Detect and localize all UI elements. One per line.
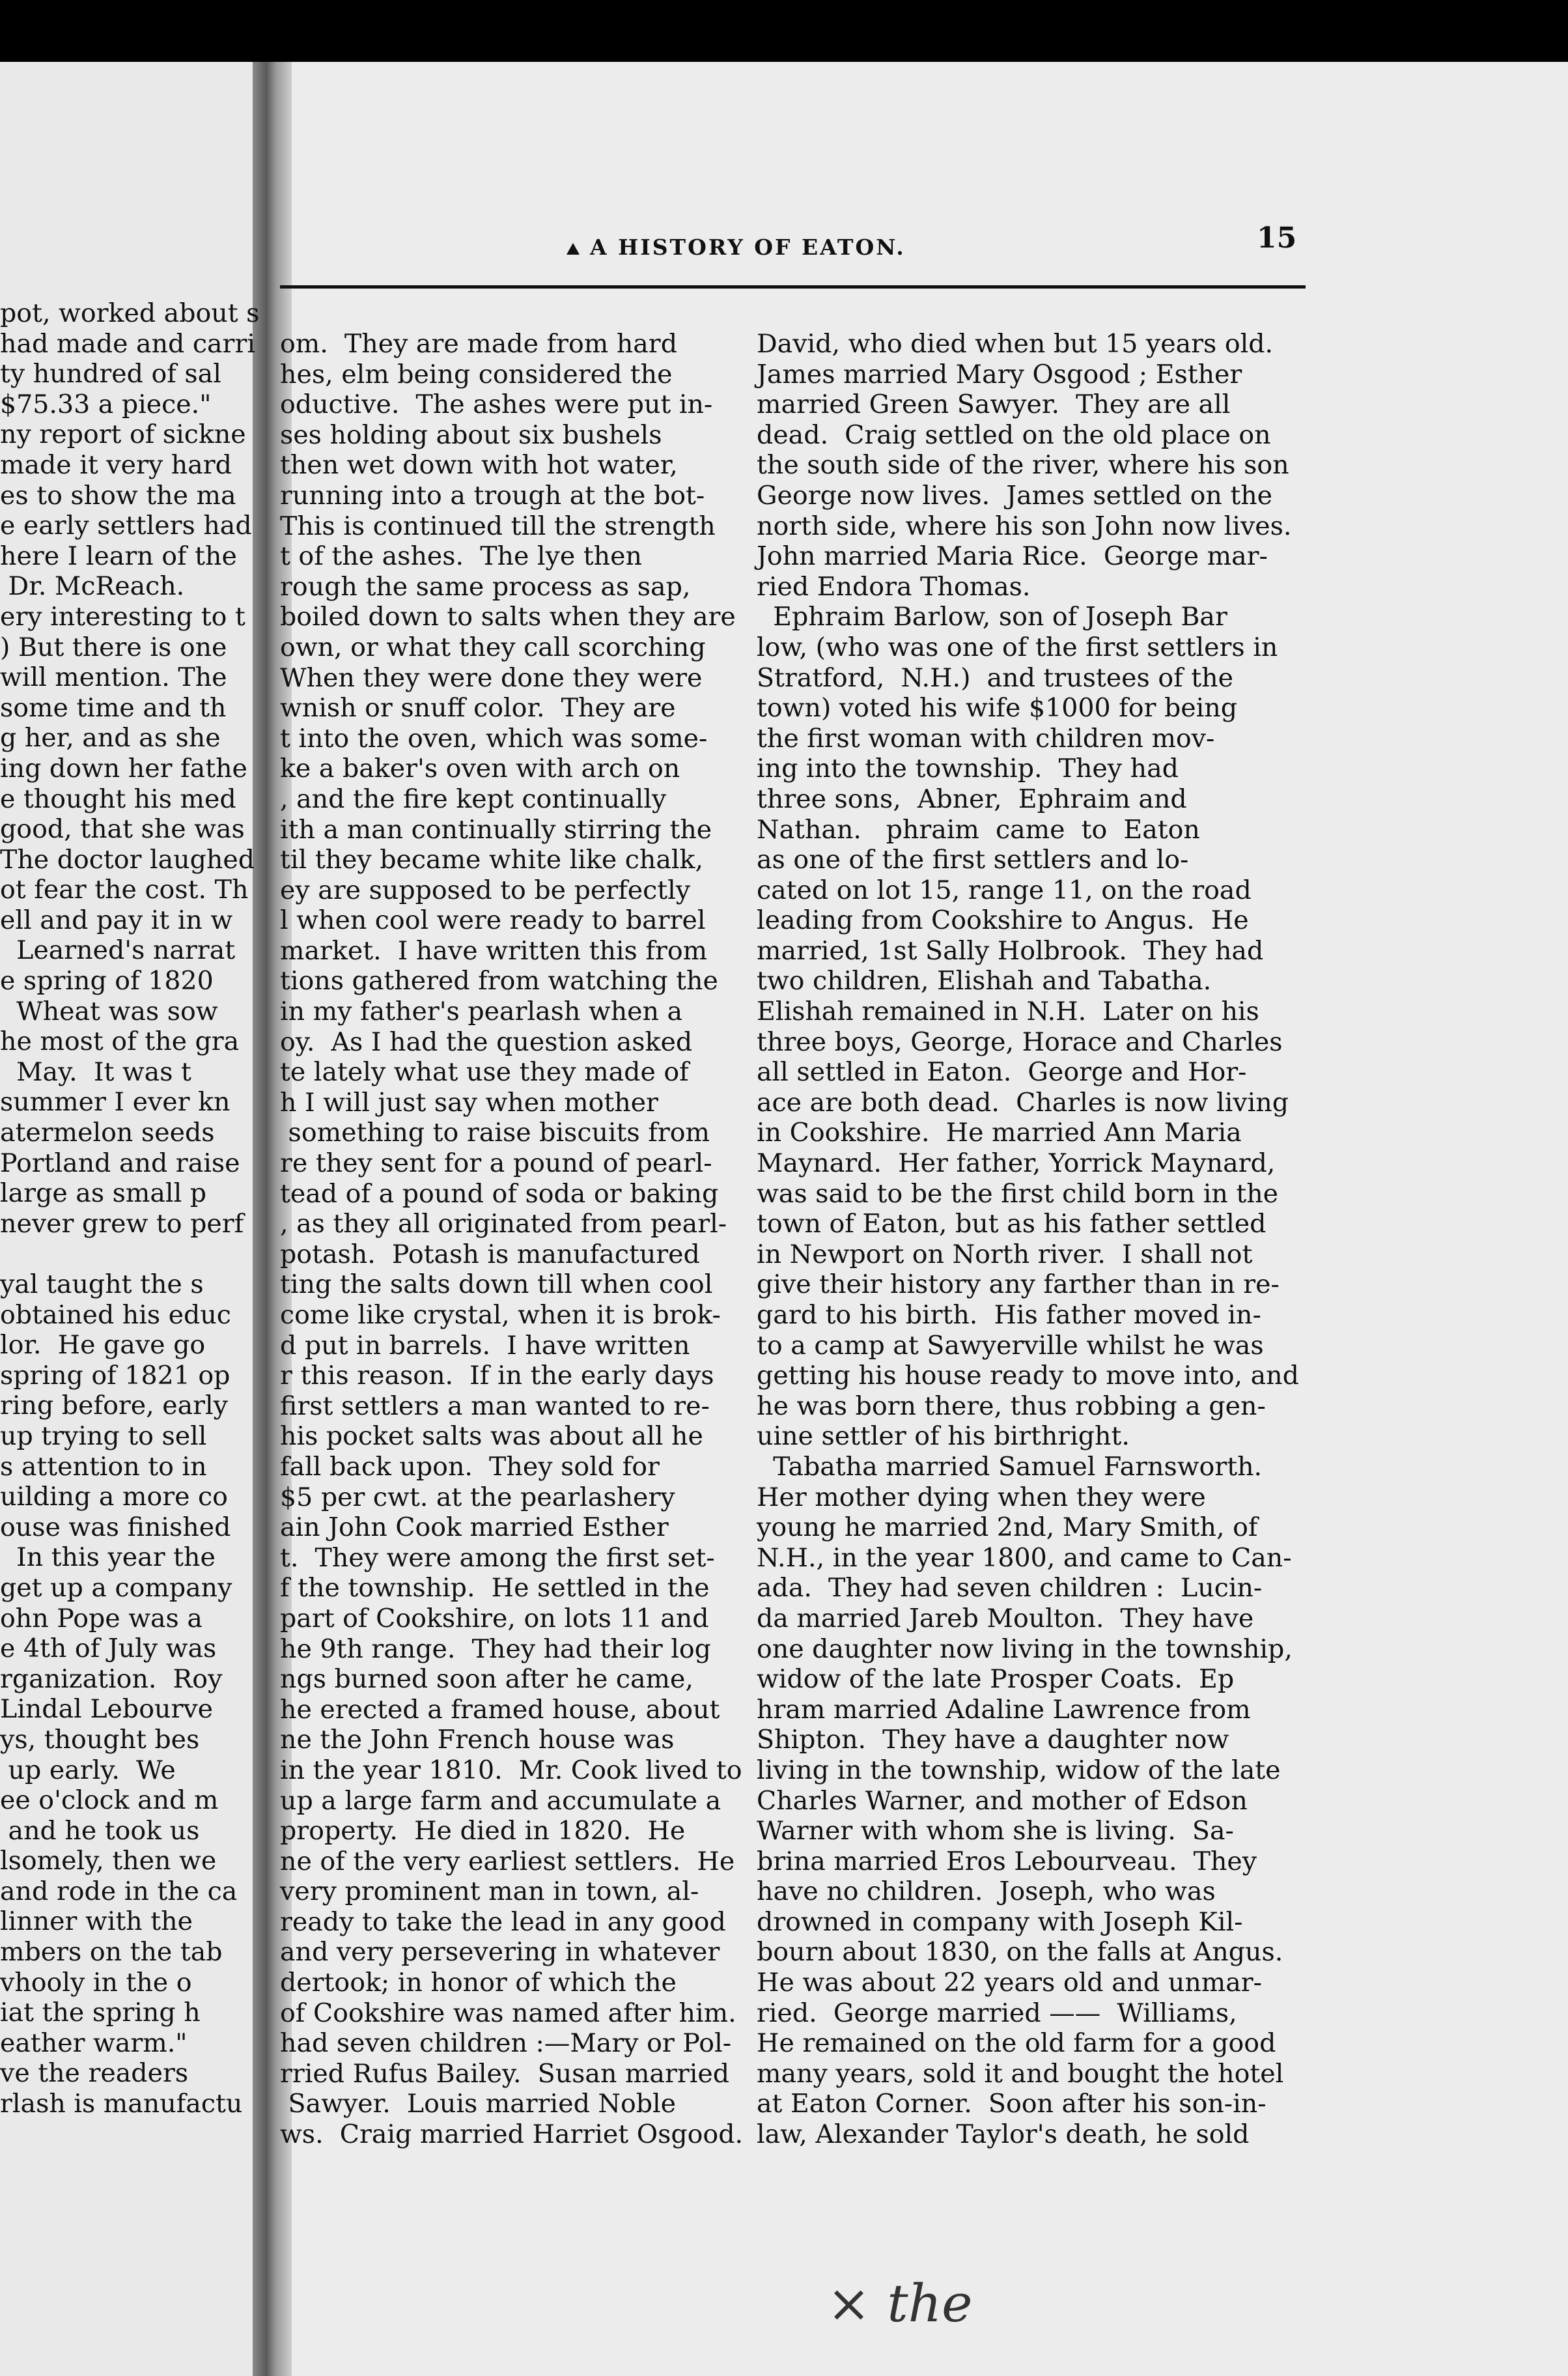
text-line: ee o'clock and m: [0, 1785, 219, 1816]
text-line: in Newport on North river. I shall not: [757, 1239, 1253, 1269]
text-line: da married Jareb Moulton. They have: [757, 1603, 1254, 1634]
text-line: wnish or snuff color. They are: [280, 693, 676, 724]
text-line: t. They were among the first set-: [280, 1542, 715, 1573]
text-line: e thought his med: [0, 784, 236, 814]
text-line: up early. We: [0, 1755, 176, 1785]
text-line: es to show the ma: [0, 480, 236, 511]
text-line: Tabatha married Samuel Farnsworth.: [757, 1451, 1263, 1482]
text-line: ing down her fathe: [0, 753, 247, 784]
text-line: uine settler of his birthright.: [757, 1421, 1130, 1452]
text-line: he erected a framed house, about: [280, 1694, 720, 1725]
text-line: cated on lot 15, range 11, on the road: [757, 875, 1252, 905]
text-line: ys, thought bes: [0, 1724, 200, 1755]
text-line: l when cool were ready to barrel: [280, 905, 706, 936]
text-line: N.H., in the year 1800, and came to Can-: [757, 1542, 1292, 1573]
text-line: dertook; in honor of which the: [280, 1968, 677, 1998]
text-line: om. They are made from hard: [280, 329, 677, 359]
text-line: uilding a more co: [0, 1482, 228, 1512]
text-line: ready to take the lead in any good: [280, 1906, 726, 1937]
text-line: give their history any farther than in re-: [757, 1269, 1280, 1300]
text-line: atermelon seeds: [0, 1118, 215, 1148]
text-line: made it very hard: [0, 449, 232, 480]
text-line: ada. They had seven children : Lucin-: [757, 1573, 1263, 1604]
text-line: ty hundred of sal: [0, 359, 221, 389]
text-line: The doctor laughed: [0, 844, 255, 875]
text-line: own, or what they call scorching: [280, 632, 706, 662]
text-line: r this reason. If in the early days: [280, 1361, 714, 1391]
text-line: Portland and raise: [0, 1148, 240, 1178]
text-line: to a camp at Sawyerville whilst he was: [757, 1330, 1264, 1361]
text-line: up trying to sell: [0, 1421, 207, 1451]
text-line: potash. Potash is manufactured: [280, 1239, 700, 1269]
text-line: ke a baker's oven with arch on: [280, 754, 680, 784]
text-line: oy. As I had the question asked: [280, 1026, 693, 1057]
right-column: [757, 329, 1299, 2150]
text-line: was said to be the first child born in the: [757, 1178, 1279, 1209]
text-line: ngs burned soon after he came,: [280, 1664, 693, 1695]
text-line: iat the spring h: [0, 1998, 201, 2028]
text-line: property. He died in 1820. He: [280, 1816, 686, 1846]
text-line: David, who died when but 15 years old.: [757, 329, 1274, 359]
middle-column: [280, 329, 743, 2150]
text-line: rganization. Roy: [0, 1663, 223, 1694]
text-line: come like crystal, when it is brok-: [280, 1300, 721, 1330]
text-line: hram married Adaline Lawrence from: [757, 1694, 1251, 1725]
text-line: [0, 1239, 259, 1269]
text-line: he most of the gra: [0, 1026, 240, 1057]
text-line: widow of the late Prosper Coats. Ep: [757, 1664, 1235, 1695]
ornament-icon: [567, 243, 580, 255]
text-line: This is continued till the strength: [280, 511, 716, 541]
text-line: up a large farm and accumulate a: [280, 1785, 721, 1816]
text-line: will mention. The: [0, 662, 227, 693]
text-line: Her mother dying when they were: [757, 1482, 1206, 1512]
text-line: good, that she was: [0, 814, 245, 845]
text-line: Warner with whom she is living. Sa-: [757, 1816, 1234, 1846]
text-line: ey are supposed to be perfectly: [280, 875, 691, 905]
text-line: three boys, George, Horace and Charles: [757, 1026, 1283, 1057]
text-line: , and the fire kept continually: [280, 784, 667, 814]
text-line: get up a company: [0, 1572, 232, 1603]
text-line: ith a man continually stirring the: [280, 814, 712, 845]
text-line: market. I have written this from: [280, 935, 708, 966]
text-line: $75.33 a piece.": [0, 389, 212, 419]
text-line: of Cookshire was named after him.: [280, 1998, 736, 2028]
text-line: the south side of the river, where his son: [757, 450, 1289, 481]
text-line: eather warm.": [0, 2028, 188, 2058]
text-line: dead. Craig settled on the old place on: [757, 419, 1271, 450]
text-line: and rode in the ca: [0, 1876, 238, 1906]
text-line: re they sent for a pound of pearl-: [280, 1148, 712, 1179]
text-line: $5 per cwt. at the pearlashery: [280, 1482, 675, 1512]
text-line: leading from Cookshire to Angus. He: [757, 905, 1249, 936]
text-line: north side, where his son John now lives.: [757, 511, 1292, 541]
text-line: had seven children :—Mary or Pol-: [280, 2028, 732, 2059]
text-line: in Cookshire. He married Ann Maria: [757, 1118, 1242, 1148]
text-line: boiled down to salts when they are: [280, 602, 736, 632]
text-line: law, Alexander Taylor's death, he sold: [757, 2119, 1250, 2150]
text-line: running into a trough at the bot-: [280, 480, 705, 511]
text-line: brina married Eros Lebourveau. They: [757, 1846, 1257, 1876]
text-line: Dr. McReach.: [0, 571, 185, 602]
page-number: 15: [1257, 221, 1297, 255]
text-line: large as small p: [0, 1178, 207, 1209]
text-line: Lindal Lebourve: [0, 1694, 214, 1725]
text-line: fall back upon. They sold for: [280, 1451, 660, 1482]
text-line: ot fear the cost. Th: [0, 875, 249, 905]
text-line: he 9th range. They had their log: [280, 1634, 711, 1664]
text-line: ne the John French house was: [280, 1725, 675, 1755]
text-line: ace are both dead. Charles is now living: [757, 1087, 1289, 1118]
text-line: e spring of 1820: [0, 966, 214, 997]
left-column-fragment: [0, 298, 259, 2119]
text-line: tions gathered from watching the: [280, 966, 718, 997]
text-line: three sons, Abner, Ephraim and: [757, 784, 1187, 814]
text-line: spring of 1821 op: [0, 1360, 231, 1391]
text-line: in my father's pearlash when a: [280, 997, 683, 1027]
running-head-text: A HISTORY OF EATON.: [590, 234, 906, 260]
text-line: te lately what use they made of: [280, 1057, 689, 1088]
text-line: t into the oven, which was some-: [280, 723, 708, 754]
text-line: young he married 2nd, Mary Smith, of: [757, 1512, 1258, 1543]
text-line: first settlers a man wanted to re-: [280, 1391, 710, 1421]
text-line: ell and pay it in w: [0, 905, 233, 935]
text-line: s attention to in: [0, 1451, 207, 1482]
text-line: rough the same process as sap,: [280, 571, 691, 602]
text-line: , as they all originated from pearl-: [280, 1209, 727, 1239]
text-line: ain John Cook married Esther: [280, 1512, 669, 1543]
text-line: Ephraim Barlow, son of Joseph Bar: [757, 602, 1227, 632]
text-line: married, 1st Sally Holbrook. They had: [757, 935, 1264, 966]
text-line: and very persevering in whatever: [280, 1937, 720, 1968]
text-line: When they were done they were: [280, 662, 703, 693]
text-line: John married Maria Rice. George mar-: [757, 541, 1268, 572]
text-line: ouse was finished: [0, 1512, 231, 1542]
text-line: linner with the: [0, 1906, 193, 1937]
text-line: town) voted his wife $1000 for being: [757, 693, 1238, 724]
text-line: ting the salts down till when cool: [280, 1269, 713, 1300]
text-line: yal taught the s: [0, 1269, 204, 1299]
text-line: ny report of sickne: [0, 419, 246, 450]
text-line: his pocket salts was about all he: [280, 1421, 703, 1452]
header-rule: [280, 285, 1306, 289]
text-line: he was born there, thus robbing a gen-: [757, 1391, 1266, 1421]
text-line: ws. Craig married Harriet Osgood.: [280, 2119, 744, 2150]
text-line: low, (who was one of the first settlers in: [757, 632, 1278, 662]
text-line: ses holding about six bushels: [280, 419, 662, 450]
text-line: e 4th of July was: [0, 1634, 217, 1664]
text-line: very prominent man in town, al-: [280, 1876, 699, 1907]
text-line: hes, elm being considered the: [280, 359, 673, 389]
text-line: and he took us: [0, 1815, 200, 1846]
running-head: [567, 234, 906, 260]
text-line: obtained his educ: [0, 1299, 231, 1330]
text-line: ery interesting to t: [0, 601, 245, 632]
text-line: James married Mary Osgood ; Esther: [757, 359, 1242, 389]
text-line: e early settlers had: [0, 511, 252, 541]
text-line: summer I ever kn: [0, 1087, 231, 1118]
text-line: living in the township, widow of the late: [757, 1755, 1281, 1785]
text-line: Stratford, N.H.) and trustees of the: [757, 662, 1233, 693]
text-line: vhooly in the o: [0, 1967, 192, 1998]
text-line: town of Eaton, but as his father settled: [757, 1209, 1267, 1239]
text-line: ing into the township. They had: [757, 754, 1179, 784]
text-line: gard to his birth. His father moved in-: [757, 1300, 1261, 1330]
text-line: rlash is manufactu: [0, 2089, 243, 2119]
text-line: part of Cookshire, on lots 11 and: [280, 1603, 709, 1634]
text-line: had made and carri: [0, 328, 255, 359]
text-line: Charles Warner, and mother of Edson: [757, 1785, 1248, 1816]
text-line: Wheat was sow: [0, 996, 218, 1026]
text-line: Shipton. They have a daughter now: [757, 1725, 1229, 1755]
text-line: h I will just say when mother: [280, 1087, 658, 1118]
text-line: something to raise biscuits from: [280, 1118, 710, 1148]
text-line: He remained on the old farm for a good: [757, 2028, 1276, 2059]
text-line: all settled in Eaton. George and Hor-: [757, 1057, 1247, 1088]
text-line: two children, Elishah and Tabatha.: [757, 966, 1212, 997]
text-line: Sawyer. Louis married Noble: [280, 2089, 677, 2119]
text-line: oductive. The ashes were put in-: [280, 389, 713, 420]
text-line: d put in barrels. I have written: [280, 1330, 690, 1361]
text-line: May. It was t: [0, 1056, 191, 1087]
text-line: never grew to perf: [0, 1208, 244, 1239]
text-line: mbers on the tab: [0, 1937, 223, 1968]
text-line: drowned in company with Joseph Kil-: [757, 1906, 1243, 1937]
text-line: f the township. He settled in the: [280, 1573, 710, 1604]
text-line: g her, and as she: [0, 723, 221, 754]
text-line: rried Rufus Bailey. Susan married: [280, 2058, 730, 2089]
text-line: married Green Sawyer. They are all: [757, 389, 1231, 420]
text-line: tead of a pound of soda or baking: [280, 1178, 719, 1209]
text-line: Elishah remained in N.H. Later on his: [757, 997, 1259, 1027]
text-line: George now lives. James settled on the: [757, 480, 1273, 511]
text-line: lor. He gave go: [0, 1330, 206, 1361]
text-line: some time and th: [0, 692, 227, 723]
text-line: then wet down with hot water,: [280, 450, 678, 481]
text-line: Learned's narrat: [0, 935, 236, 966]
text-line: He was about 22 years old and unmar-: [757, 1968, 1263, 1998]
text-line: as one of the first settlers and lo-: [757, 845, 1189, 875]
text-line: ) But there is one: [0, 632, 227, 662]
text-line: Maynard. Her father, Yorrick Maynard,: [757, 1148, 1276, 1179]
text-line: ohn Pope was a: [0, 1603, 203, 1634]
text-line: ring before, early: [0, 1391, 228, 1421]
text-line: many years, sold it and bought the hotel: [757, 2058, 1284, 2089]
text-line: at Eaton Corner. Soon after his son-in-: [757, 2089, 1267, 2119]
handwritten-note: × the: [827, 2273, 973, 2334]
text-line: ve the readers: [0, 2058, 189, 2089]
text-line: one daughter now living in the township,: [757, 1634, 1293, 1664]
text-line: bourn about 1830, on the falls at Angus.: [757, 1937, 1283, 1968]
text-line: Nathan. phraim came to Eaton: [757, 814, 1200, 845]
text-line: in the year 1810. Mr. Cook lived to: [280, 1755, 742, 1785]
text-line: have no children. Joseph, who was: [757, 1876, 1216, 1907]
text-line: here I learn of the: [0, 541, 237, 571]
text-line: In this year the: [0, 1542, 216, 1573]
text-line: pot, worked about s: [0, 298, 260, 328]
text-line: ne of the very earliest settlers. He: [280, 1846, 735, 1876]
text-line: ried. George married —— Williams,: [757, 1998, 1237, 2028]
text-line: t of the ashes. The lye then: [280, 541, 642, 572]
text-line: lsomely, then we: [0, 1846, 217, 1876]
text-line: getting his house ready to move into, and: [757, 1361, 1299, 1391]
text-line: til they became white like chalk,: [280, 845, 704, 875]
text-line: ried Endora Thomas.: [757, 571, 1031, 602]
text-line: the first woman with children mov-: [757, 723, 1215, 754]
